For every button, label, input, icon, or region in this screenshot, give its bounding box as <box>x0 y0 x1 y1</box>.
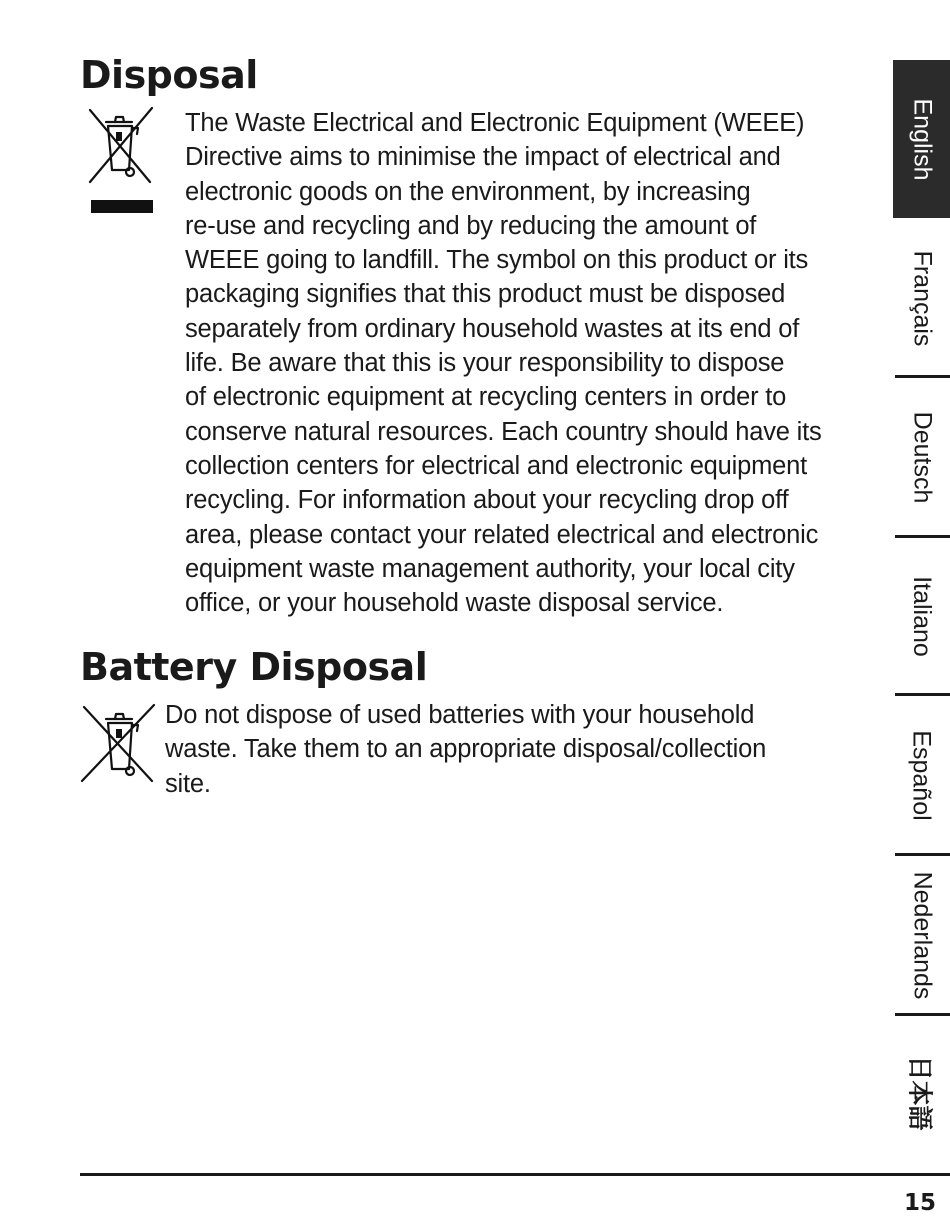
tab-label: Nederlands <box>908 871 937 1000</box>
text-line: electronic goods on the environment, by increasing <box>185 177 751 206</box>
tab-label: Español <box>908 730 937 821</box>
text-line: Do not dispose of used batteries with your household <box>165 701 755 729</box>
tab-divider <box>895 375 950 378</box>
crossed-out-wheelie-bin-icon <box>78 701 156 785</box>
tab-label: English <box>908 98 936 180</box>
crossed-out-wheelie-bin-icon <box>82 104 158 186</box>
tab-japanese[interactable] <box>893 1018 950 1168</box>
text-line: packaging signifies that this product must be disposed <box>185 280 786 309</box>
tab-italiano[interactable] <box>893 540 950 692</box>
text-line: area, please contact your related electrical and electronic <box>185 520 819 549</box>
tab-label: 日本語 <box>905 1055 934 1131</box>
text-line: equipment waste management authority, your local city <box>185 554 795 583</box>
tab-divider <box>895 693 950 696</box>
text-line: The Waste Electrical and Electronic Equipment (WEEE) <box>185 109 805 137</box>
text-line: office, or your household waste disposal service. <box>185 589 724 618</box>
text-line: collection centers for electrical and electronic equipment <box>185 451 807 480</box>
text-line: separately from ordinary household wastes at its end of <box>185 314 800 343</box>
tab-francais[interactable] <box>893 222 950 375</box>
tab-deutsch[interactable] <box>893 380 950 535</box>
tab-divider <box>895 535 950 538</box>
text-line: conserve natural resources. Each country should have its <box>185 417 822 446</box>
text-line: site. <box>165 769 211 798</box>
text-line: life. Be aware that this is your responsibility to dispose <box>185 349 785 378</box>
weee-marking-bar <box>91 200 153 213</box>
footer-rule <box>80 1173 950 1176</box>
text-line: waste. Take them to an appropriate disposal/collection <box>165 735 767 764</box>
tab-divider <box>895 1013 950 1016</box>
text-line: of electronic equipment at recycling centers in order to <box>185 383 787 412</box>
tab-label: Deutsch <box>908 411 936 504</box>
text-line: recycling. For information about your recycling drop off <box>185 486 789 515</box>
tab-nederlands[interactable] <box>893 858 950 1013</box>
text-line: Directive aims to minimise the impact of electrical and <box>185 143 781 172</box>
page-number: 15 <box>903 1190 936 1216</box>
text-line: re-use and recycling and by reducing the amount of <box>185 211 757 240</box>
disposal-paragraph <box>185 106 875 620</box>
tab-espanol[interactable] <box>893 698 950 853</box>
tab-divider <box>895 853 950 856</box>
tab-label: Français <box>908 250 936 347</box>
disposal-heading: Disposal <box>80 53 258 97</box>
tab-english[interactable] <box>893 60 950 218</box>
text-line: WEEE going to landfill. The symbol on this product or its <box>185 246 809 275</box>
tab-label: Italiano <box>908 575 936 657</box>
battery-disposal-paragraph <box>165 698 855 801</box>
battery-disposal-heading: Battery Disposal <box>80 645 428 689</box>
